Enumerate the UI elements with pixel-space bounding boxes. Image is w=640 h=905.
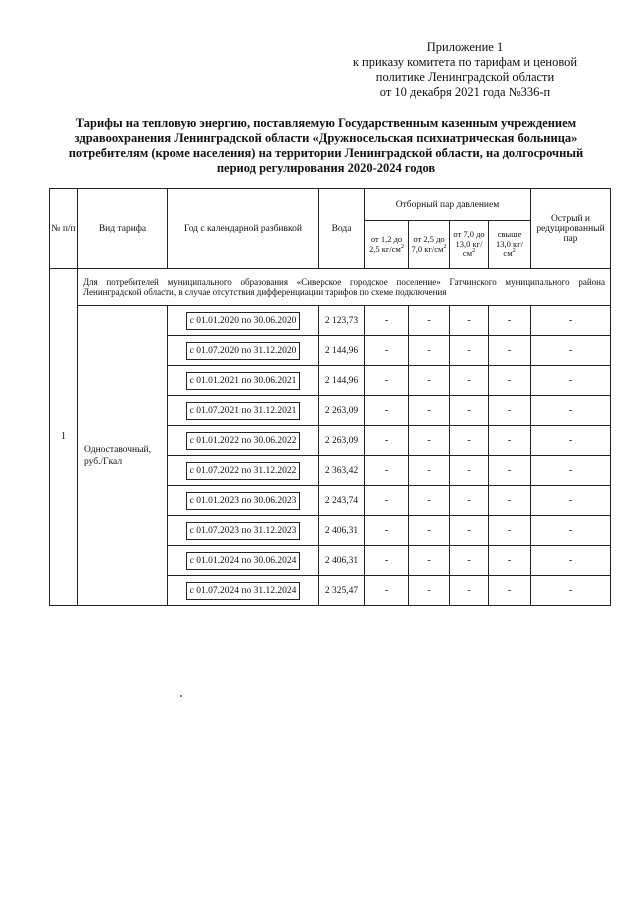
- empty-tariff-dash: -: [489, 576, 531, 606]
- empty-tariff-dash: -: [365, 516, 409, 546]
- period-cell: [168, 576, 319, 606]
- empty-tariff-dash: -: [409, 336, 450, 366]
- empty-tariff-dash: -: [409, 546, 450, 576]
- empty-tariff-dash: -: [450, 546, 489, 576]
- period-label: с 01.01.2022 по 30.06.2022: [186, 432, 301, 450]
- title-line-4: период регулирования 2020-2024 годов: [216, 161, 436, 175]
- water-tariff-value: 2 325,47: [319, 576, 365, 606]
- period-cell: [168, 336, 319, 366]
- water-tariff-value: 2 406,31: [319, 516, 365, 546]
- water-tariff-value: 2 144,96: [319, 366, 365, 396]
- empty-tariff-dash: -: [531, 546, 611, 576]
- period-label: с 01.07.2020 по 31.12.2020: [186, 342, 301, 360]
- empty-tariff-dash: -: [365, 396, 409, 426]
- empty-tariff-dash: -: [531, 486, 611, 516]
- empty-tariff-dash: -: [450, 486, 489, 516]
- empty-tariff-dash: -: [450, 456, 489, 486]
- empty-tariff-dash: -: [409, 516, 450, 546]
- document-title: [40, 116, 612, 176]
- empty-tariff-dash: -: [450, 306, 489, 336]
- empty-tariff-dash: -: [531, 396, 611, 426]
- empty-tariff-dash: -: [531, 516, 611, 546]
- empty-tariff-dash: -: [365, 486, 409, 516]
- empty-tariff-dash: -: [531, 336, 611, 366]
- water-tariff-value: 2 263,09: [319, 426, 365, 456]
- empty-tariff-dash: -: [450, 366, 489, 396]
- empty-tariff-dash: -: [450, 426, 489, 456]
- water-tariff-value: 2 243,74: [319, 486, 365, 516]
- empty-tariff-dash: -: [365, 576, 409, 606]
- period-label: с 01.07.2023 по 31.12.2023: [186, 522, 301, 540]
- tariff-name: Одноставочный, руб./Гкал: [78, 306, 168, 606]
- appendix-block: [330, 40, 600, 100]
- period-label: с 01.01.2024 по 30.06.2024: [186, 552, 301, 570]
- empty-tariff-dash: -: [365, 426, 409, 456]
- header-pressure-2: от 2,5 до 7,0 $кг/см^2$: [409, 221, 450, 269]
- empty-tariff-dash: -: [409, 486, 450, 516]
- empty-tariff-dash: -: [531, 306, 611, 336]
- water-tariff-value: 2 123,73: [319, 306, 365, 336]
- empty-tariff-dash: -: [450, 576, 489, 606]
- period-cell: [168, 306, 319, 336]
- period-cell: [168, 396, 319, 426]
- empty-tariff-dash: -: [409, 456, 450, 486]
- empty-tariff-dash: -: [450, 336, 489, 366]
- scan-dot: [180, 695, 182, 697]
- header-year: Год с календарной разбивкой: [168, 189, 319, 269]
- header-pressure-4: свыше 13,0 $кг/см^2$: [489, 221, 531, 269]
- period-cell: [168, 366, 319, 396]
- appendix-date-line: от 10 декабря 2021 года №336-п: [379, 85, 551, 99]
- period-cell: [168, 546, 319, 576]
- consumer-description: Для потребителей муниципального образования «Сиверское городское поселение» Гатчинского муниципального района Ленинградской области, в случае отсутствия дифференциации тарифов по схеме подключения: [78, 269, 611, 306]
- period-label: с 01.07.2022 по 31.12.2022: [186, 462, 301, 480]
- header-pressure-3: от 7,0 до 13,0 $кг/см^2$: [450, 221, 489, 269]
- empty-tariff-dash: -: [489, 456, 531, 486]
- period-label: с 01.07.2024 по 31.12.2024: [186, 582, 301, 600]
- empty-tariff-dash: -: [365, 306, 409, 336]
- empty-tariff-dash: -: [489, 366, 531, 396]
- water-tariff-value: 2 406,31: [319, 546, 365, 576]
- empty-tariff-dash: -: [409, 426, 450, 456]
- appendix-order-line: к приказу комитета по тарифам и ценовой: [352, 55, 578, 69]
- empty-tariff-dash: -: [531, 366, 611, 396]
- empty-tariff-dash: -: [489, 336, 531, 366]
- header-pressure-1: от 1,2 до 2,5 $кг/см^2$: [365, 221, 409, 269]
- appendix-committee-line: политике Ленинградской области: [375, 70, 555, 84]
- period-label: с 01.01.2020 по 30.06.2020: [186, 312, 301, 330]
- empty-tariff-dash: -: [531, 576, 611, 606]
- period-label: с 01.07.2021 по 31.12.2021: [186, 402, 301, 420]
- water-tariff-value: 2 363,42: [319, 456, 365, 486]
- appendix-title: Приложение 1: [426, 40, 504, 54]
- empty-tariff-dash: -: [489, 486, 531, 516]
- empty-tariff-dash: -: [365, 456, 409, 486]
- empty-tariff-dash: -: [450, 516, 489, 546]
- period-cell: [168, 456, 319, 486]
- header-number: № п/п: [50, 189, 78, 269]
- empty-tariff-dash: -: [365, 366, 409, 396]
- tariff-table: [49, 188, 611, 606]
- water-tariff-value: 2 144,96: [319, 336, 365, 366]
- water-tariff-value: 2 263,09: [319, 396, 365, 426]
- period-cell: [168, 426, 319, 456]
- empty-tariff-dash: -: [531, 456, 611, 486]
- empty-tariff-dash: -: [409, 306, 450, 336]
- table-row: [50, 306, 611, 336]
- title-line-3: потребителям (кроме населения) на территории Ленинградской области, на долгосрочный: [68, 146, 584, 160]
- empty-tariff-dash: -: [489, 396, 531, 426]
- empty-tariff-dash: -: [489, 306, 531, 336]
- header-sharp-steam: Острый и редуцированный пар: [531, 189, 611, 269]
- empty-tariff-dash: -: [409, 576, 450, 606]
- title-line-1: Тарифы на тепловую энергию, поставляемую Государственным казенным учреждением: [75, 116, 577, 130]
- empty-tariff-dash: -: [409, 366, 450, 396]
- header-water: Вода: [319, 189, 365, 269]
- period-cell: [168, 486, 319, 516]
- empty-tariff-dash: -: [489, 516, 531, 546]
- empty-tariff-dash: -: [531, 426, 611, 456]
- period-cell: [168, 516, 319, 546]
- header-steam-group: Отборный пар давлением: [365, 189, 531, 221]
- empty-tariff-dash: -: [365, 336, 409, 366]
- title-line-2: здравоохранения Ленинградской области «Дружносельская психиатрическая больница»: [74, 131, 578, 145]
- period-label: с 01.01.2023 по 30.06.2023: [186, 492, 301, 510]
- period-label: с 01.01.2021 по 30.06.2021: [186, 372, 301, 390]
- row-number: 1: [50, 269, 78, 606]
- empty-tariff-dash: -: [450, 396, 489, 426]
- empty-tariff-dash: -: [489, 546, 531, 576]
- empty-tariff-dash: -: [409, 396, 450, 426]
- header-tariff-type: Вид тарифа: [78, 189, 168, 269]
- empty-tariff-dash: -: [365, 546, 409, 576]
- empty-tariff-dash: -: [489, 426, 531, 456]
